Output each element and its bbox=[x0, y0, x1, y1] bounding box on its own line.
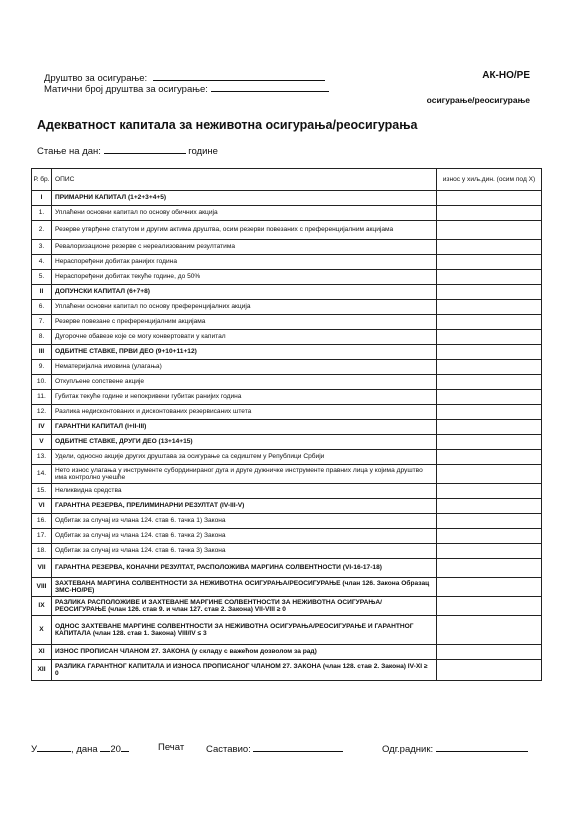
row-number: 11. bbox=[32, 390, 52, 405]
footer-place-date bbox=[31, 742, 129, 755]
table-row bbox=[32, 375, 542, 390]
row-amount-cell[interactable] bbox=[437, 206, 542, 221]
page-title: Адекватност капитала за неживотна осигурања/реосигурања bbox=[37, 118, 418, 132]
row-description: ГАРАНТНИ КАПИТАЛ (I+II-III) bbox=[52, 420, 437, 435]
table-row bbox=[32, 660, 542, 681]
reg-number-field bbox=[44, 82, 329, 95]
row-amount-cell[interactable] bbox=[437, 578, 542, 597]
row-description: Одбитак за случај из члана 124. став 6. тачка 2) Закона bbox=[52, 529, 437, 544]
table-row bbox=[32, 484, 542, 499]
table-row bbox=[32, 514, 542, 529]
row-description: Одбитак за случај из члана 124. став 6. тачка 3) Закона bbox=[52, 544, 437, 559]
row-number: 14. bbox=[32, 465, 52, 484]
row-number: 6. bbox=[32, 300, 52, 315]
table-row bbox=[32, 465, 542, 484]
company-blank[interactable] bbox=[153, 71, 325, 81]
form-subtitle: осигурање/реосигурање bbox=[426, 95, 530, 105]
row-number: VIII bbox=[32, 578, 52, 597]
row-amount-cell[interactable] bbox=[437, 450, 542, 465]
row-amount-cell[interactable] bbox=[437, 514, 542, 529]
row-number: 12. bbox=[32, 405, 52, 420]
row-amount-cell[interactable] bbox=[437, 360, 542, 375]
row-number: 4. bbox=[32, 255, 52, 270]
row-amount-cell[interactable] bbox=[437, 315, 542, 330]
row-amount-cell[interactable] bbox=[437, 597, 542, 616]
compiled-blank[interactable] bbox=[253, 742, 343, 752]
row-amount-cell[interactable] bbox=[437, 270, 542, 285]
table-row bbox=[32, 191, 542, 206]
row-description: Нераспоређени добитак текуће године, до 50% bbox=[52, 270, 437, 285]
row-description: Откупљене сопствене акције bbox=[52, 375, 437, 390]
row-amount-cell[interactable] bbox=[437, 420, 542, 435]
table-row bbox=[32, 315, 542, 330]
row-description: ДОПУНСКИ КАПИТАЛ (6+7+8) bbox=[52, 285, 437, 300]
row-description: ИЗНОС ПРОПИСАН ЧЛАНОМ 27. ЗАКОНА (у складу с важећом дозволом за рад) bbox=[52, 645, 437, 660]
form-code: АК-НО/РЕ bbox=[482, 70, 530, 81]
row-number: II bbox=[32, 285, 52, 300]
footer-year: 20 bbox=[110, 744, 121, 755]
row-description: РАЗЛИКА РАСПОЛОЖИВЕ И ЗАХТЕВАНЕ МАРГИНЕ СОЛВЕНТНОСТИ ЗА НЕЖИВОТНА ОСИГУРАЊА/РЕОСИГУРАЊЕ (члан 126. став 9. и члан 127. став 2. Закона) VII-VIII ≥ 0 bbox=[52, 597, 437, 616]
row-amount-cell[interactable] bbox=[437, 240, 542, 255]
col-header-amount: износ у хиљ.дин. (осим под X) bbox=[437, 169, 542, 191]
table-row bbox=[32, 450, 542, 465]
col-header-number: Р. бр. bbox=[32, 169, 52, 191]
row-amount-cell[interactable] bbox=[437, 405, 542, 420]
table-header-row bbox=[32, 169, 542, 191]
footer-compiled bbox=[206, 742, 343, 755]
row-amount-cell[interactable] bbox=[437, 345, 542, 360]
row-number: 7. bbox=[32, 315, 52, 330]
row-description: Ревалоризационе резерве с нереализованим резултатима bbox=[52, 240, 437, 255]
row-amount-cell[interactable] bbox=[437, 499, 542, 514]
row-description: ОДБИТНЕ СТАВКЕ, ДРУГИ ДЕО (13+14+15) bbox=[52, 435, 437, 450]
row-description: ОДБИТНЕ СТАВКЕ, ПРВИ ДЕО (9+10+11+12) bbox=[52, 345, 437, 360]
row-number: IX bbox=[32, 597, 52, 616]
state-date-blank[interactable] bbox=[104, 144, 186, 154]
table-row bbox=[32, 330, 542, 345]
day-blank[interactable] bbox=[100, 742, 110, 752]
row-amount-cell[interactable] bbox=[437, 255, 542, 270]
table-row bbox=[32, 360, 542, 375]
table-row bbox=[32, 578, 542, 597]
table-row bbox=[32, 616, 542, 645]
row-number: 17. bbox=[32, 529, 52, 544]
row-description: Дугорочне обавезе које се могу конвертовати у капитал bbox=[52, 330, 437, 345]
row-description: ГАРАНТНА РЕЗЕРВА, КОНАЧНИ РЕЗУЛТАТ, РАСПОЛОЖИВА МАРГИНА СОЛВЕНТНОСТИ (VI-16-17-18) bbox=[52, 559, 437, 578]
row-amount-cell[interactable] bbox=[437, 660, 542, 681]
footer-place-prefix: У bbox=[31, 744, 38, 755]
row-number: 13. bbox=[32, 450, 52, 465]
col-header-description: ОПИС bbox=[52, 169, 437, 191]
row-number: 3. bbox=[32, 240, 52, 255]
row-number: 5. bbox=[32, 270, 52, 285]
table-row bbox=[32, 499, 542, 514]
row-number: 15. bbox=[32, 484, 52, 499]
row-number: X bbox=[32, 616, 52, 645]
row-number: 8. bbox=[32, 330, 52, 345]
row-number: 1. bbox=[32, 206, 52, 221]
row-description: ЗАХТЕВАНА МАРГИНА СОЛВЕНТНОСТИ ЗА НЕЖИВОТНА ОСИГУРАЊА/РЕОСИГУРАЊЕ (члан 126. Закона Образац ЗМС-НО/РЕ) bbox=[52, 578, 437, 597]
row-description: Неликвидна средства bbox=[52, 484, 437, 499]
reg-number-blank[interactable] bbox=[211, 82, 329, 92]
row-amount-cell[interactable] bbox=[437, 375, 542, 390]
row-description: ОДНОС ЗАХТЕВАНЕ МАРГИНЕ СОЛВЕНТНОСТИ ЗА НЕЖИВОТНА ОСИГУРАЊА/РЕОСИГУРАЊЕ И ГАРАНТНОГ КАПИТАЛА (члан 128. став 1. Закона) VIII/IV ≤ 3 bbox=[52, 616, 437, 645]
row-description: Одбитак за случај из члана 124. став 6. тачка 1) Закона bbox=[52, 514, 437, 529]
row-description: Уплаћени основни капитал по основу обичних акција bbox=[52, 206, 437, 221]
row-number: V bbox=[32, 435, 52, 450]
row-description: Губитак текуће године и непокривени губитак ранијих година bbox=[52, 390, 437, 405]
row-description: Удели, односно акције других друштава за осигурање са седиштем у Републици Србији bbox=[52, 450, 437, 465]
row-number: XI bbox=[32, 645, 52, 660]
responsible-blank[interactable] bbox=[436, 742, 528, 752]
company-label: Друштво за осигурање: bbox=[44, 73, 148, 84]
row-description: Уплаћени основни капитал по основу преференцијалних акција bbox=[52, 300, 437, 315]
row-amount-cell[interactable] bbox=[437, 285, 542, 300]
table-row bbox=[32, 206, 542, 221]
row-number: 18. bbox=[32, 544, 52, 559]
row-description: Резерве утврђене статутом и другим актима друштва, осим резерви повезаних с преференцијалним акцијама bbox=[52, 221, 437, 240]
footer-responsible-label: Одг.радник: bbox=[382, 744, 434, 755]
year-blank[interactable] bbox=[121, 742, 129, 752]
table-row bbox=[32, 597, 542, 616]
row-description: ГАРАНТНА РЕЗЕРВА, ПРЕЛИМИНАРНИ РЕЗУЛТАТ (IV-III-V) bbox=[52, 499, 437, 514]
footer-stamp: Печат bbox=[158, 742, 185, 753]
table-row bbox=[32, 270, 542, 285]
row-description: Нематеријална имовина (улагања) bbox=[52, 360, 437, 375]
table-row bbox=[32, 300, 542, 315]
row-amount-cell[interactable] bbox=[437, 465, 542, 484]
row-number: 2. bbox=[32, 221, 52, 240]
row-amount-cell[interactable] bbox=[437, 390, 542, 405]
table-row bbox=[32, 240, 542, 255]
row-amount-cell[interactable] bbox=[437, 300, 542, 315]
row-amount-cell[interactable] bbox=[437, 191, 542, 206]
capital-adequacy-table bbox=[31, 168, 542, 681]
row-number: XII bbox=[32, 660, 52, 681]
table-row bbox=[32, 285, 542, 300]
row-description: РАЗЛИКА ГАРАНТНОГ КАПИТАЛА И ИЗНОСА ПРОПИСАНОГ ЧЛАНОМ 27. ЗАКОНА (члан 128. став 2. Закона) IV-XI ≥ 0 bbox=[52, 660, 437, 681]
footer-compiled-label: Саставио: bbox=[206, 744, 251, 755]
row-number: IV bbox=[32, 420, 52, 435]
reg-number-label: Матични број друштва за осигурање: bbox=[44, 84, 208, 95]
row-number: VII bbox=[32, 559, 52, 578]
table-row bbox=[32, 420, 542, 435]
state-date-suffix: године bbox=[188, 146, 218, 157]
state-date-field bbox=[37, 144, 218, 157]
table-row bbox=[32, 435, 542, 450]
row-number: 10. bbox=[32, 375, 52, 390]
row-description: Разлика недисконтованих и дисконтованих резервисаних штета bbox=[52, 405, 437, 420]
row-amount-cell[interactable] bbox=[437, 559, 542, 578]
row-description: Резерве повезане с преференцијалним акцијама bbox=[52, 315, 437, 330]
row-amount-cell[interactable] bbox=[437, 529, 542, 544]
row-description: Нето износ улагања у инструменте субординираног дуга и друге дужничке инструменте правних лица у којима друштво има контролно учешће bbox=[52, 465, 437, 484]
row-number: I bbox=[32, 191, 52, 206]
state-date-label: Стање на дан: bbox=[37, 146, 101, 157]
table-row bbox=[32, 405, 542, 420]
table-row bbox=[32, 255, 542, 270]
row-description: Нераспоређени добитак ранијих година bbox=[52, 255, 437, 270]
row-amount-cell[interactable] bbox=[437, 484, 542, 499]
table-row bbox=[32, 221, 542, 240]
footer-date-label: , дана bbox=[71, 744, 98, 755]
table-row bbox=[32, 529, 542, 544]
table-row bbox=[32, 559, 542, 578]
place-blank[interactable] bbox=[37, 742, 71, 752]
row-number: 16. bbox=[32, 514, 52, 529]
table-row bbox=[32, 345, 542, 360]
row-amount-cell[interactable] bbox=[437, 221, 542, 240]
row-number: VI bbox=[32, 499, 52, 514]
table-row bbox=[32, 544, 542, 559]
row-amount-cell[interactable] bbox=[437, 544, 542, 559]
row-amount-cell[interactable] bbox=[437, 330, 542, 345]
table-row bbox=[32, 645, 542, 660]
row-number: 9. bbox=[32, 360, 52, 375]
footer-responsible bbox=[382, 742, 528, 755]
row-amount-cell[interactable] bbox=[437, 616, 542, 645]
row-amount-cell[interactable] bbox=[437, 435, 542, 450]
table-row bbox=[32, 390, 542, 405]
row-amount-cell[interactable] bbox=[437, 645, 542, 660]
row-number: III bbox=[32, 345, 52, 360]
row-description: ПРИМАРНИ КАПИТАЛ (1+2+3+4+5) bbox=[52, 191, 437, 206]
